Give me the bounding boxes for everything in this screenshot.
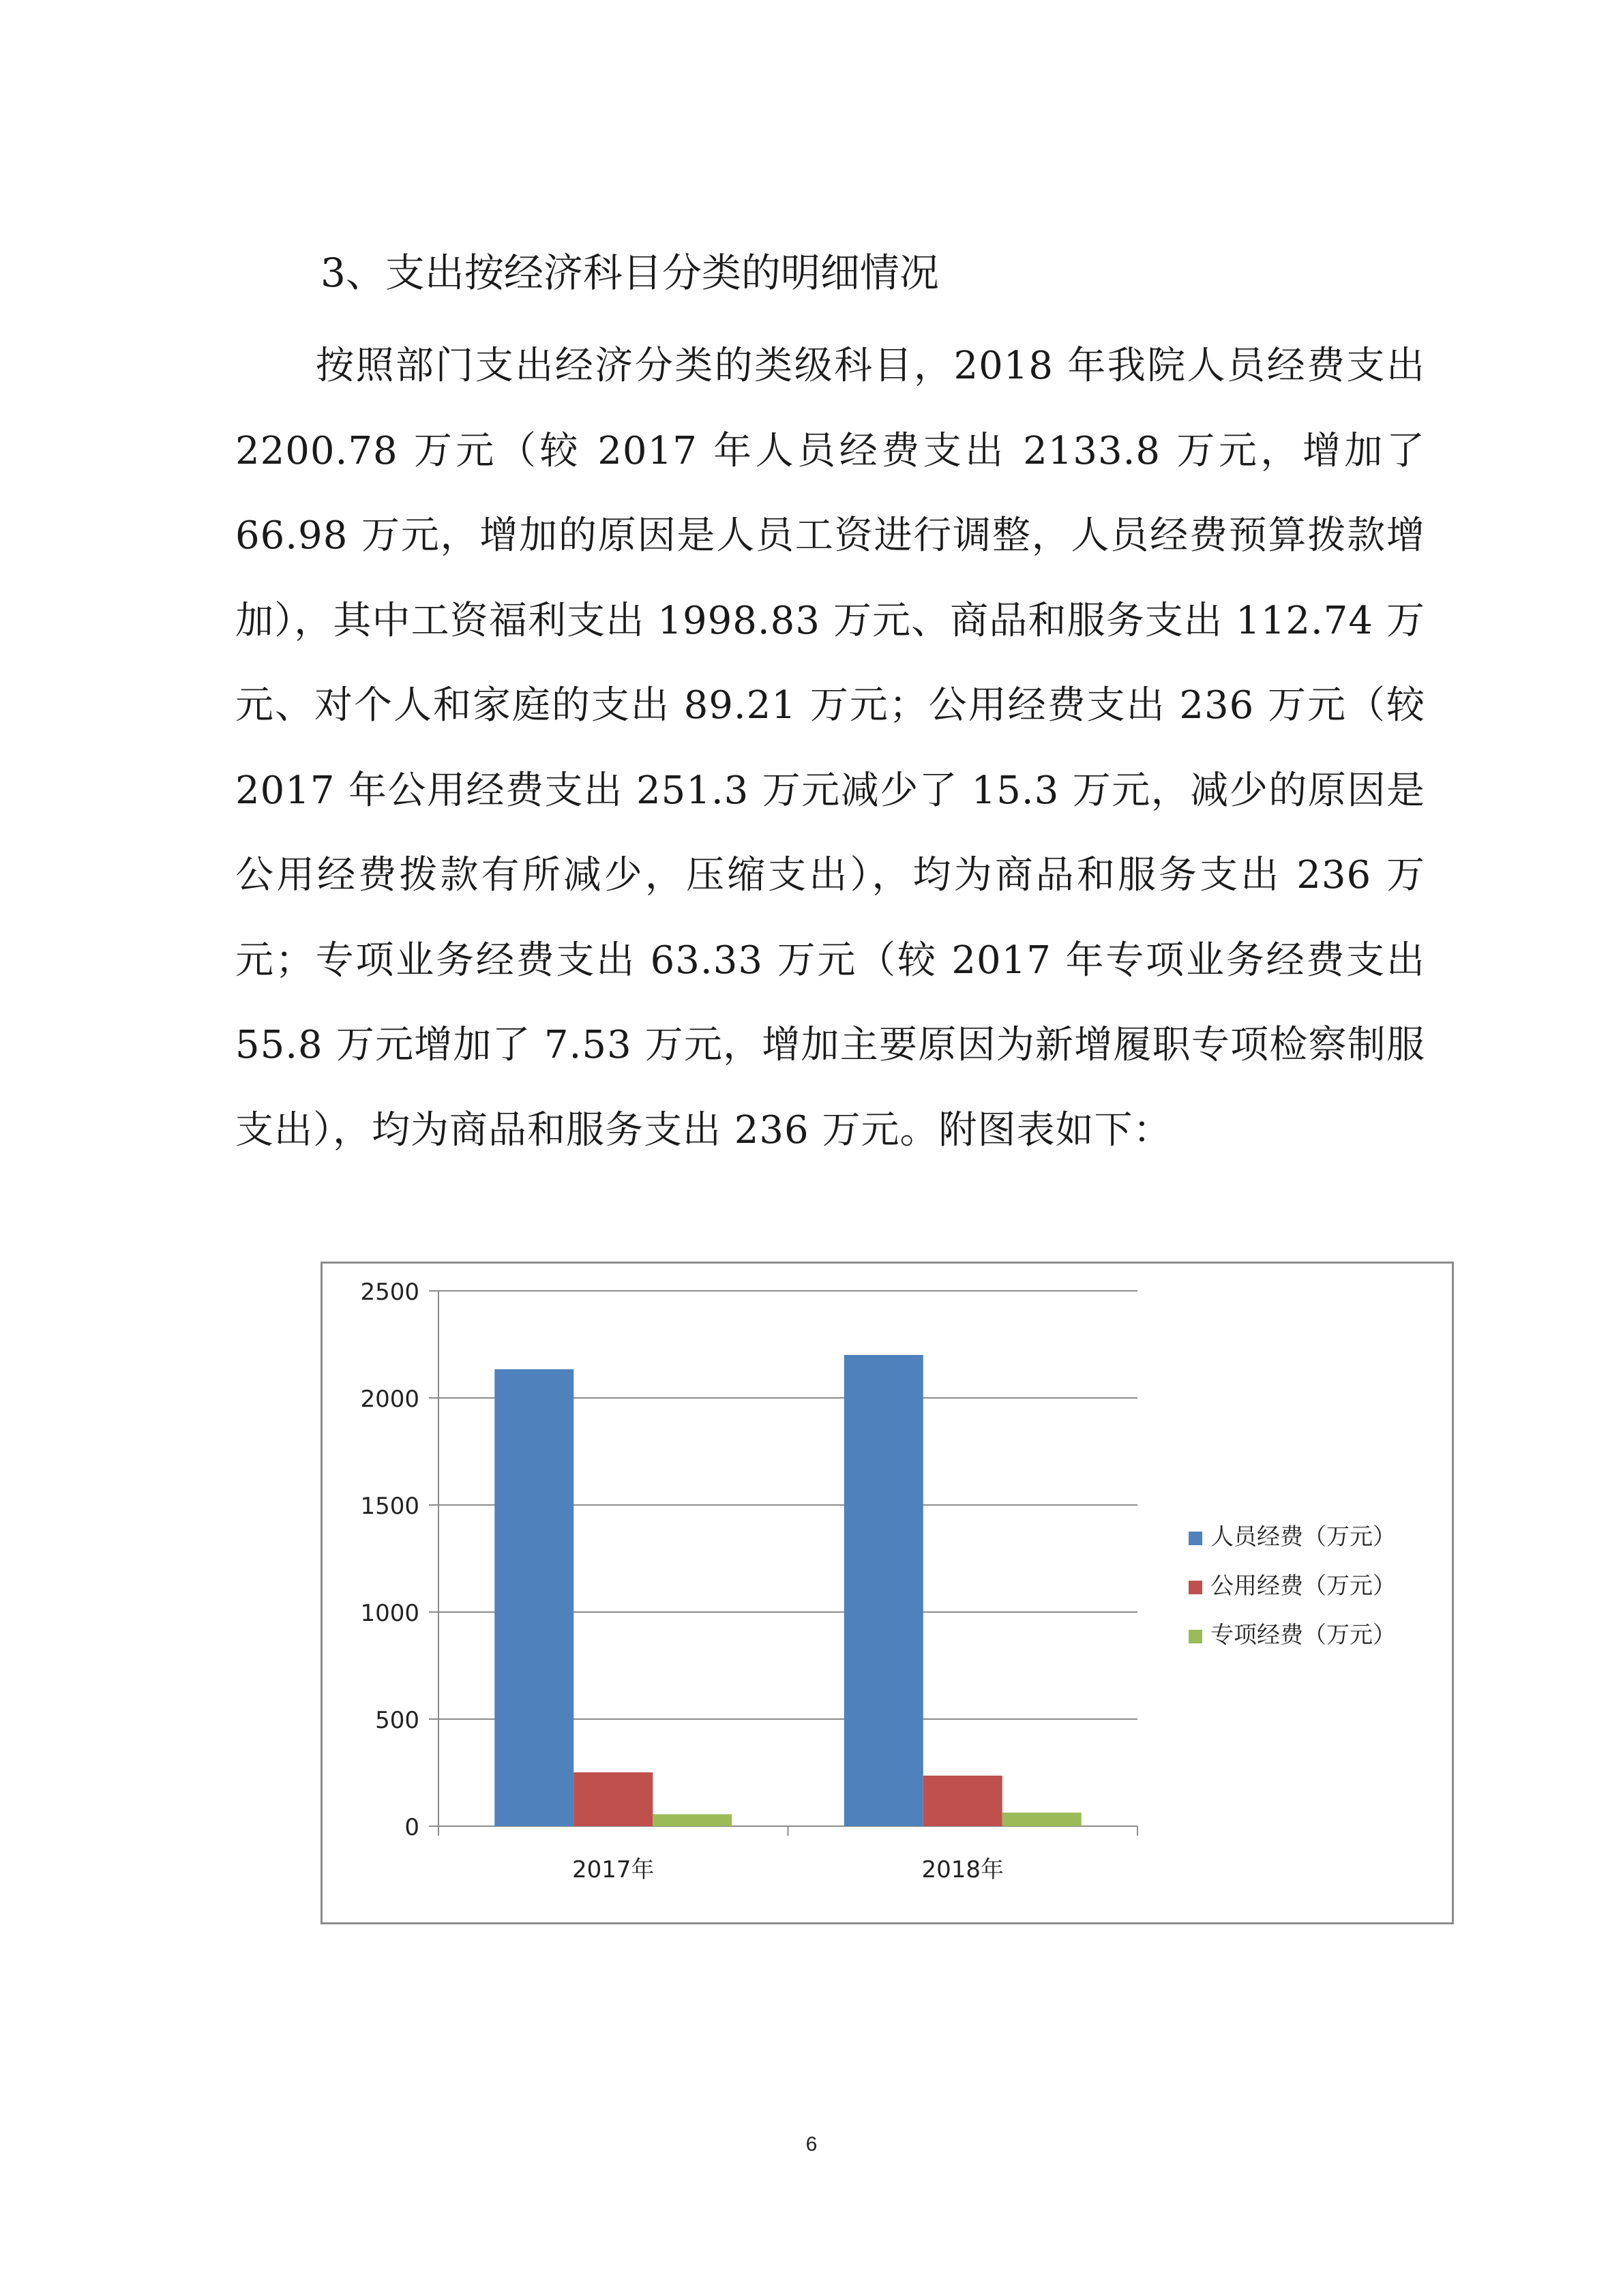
legend-swatch bbox=[1189, 1532, 1202, 1545]
legend-label: 人员经费（万元） bbox=[1210, 1523, 1396, 1551]
bar-1-2 bbox=[574, 1772, 653, 1826]
bar-2-1 bbox=[844, 1355, 923, 1826]
legend-swatch bbox=[1189, 1630, 1202, 1643]
y-tick-label: 2000 bbox=[360, 1386, 419, 1413]
x-category-label: 2017年 bbox=[571, 1856, 655, 1883]
bar-2-3 bbox=[1002, 1813, 1082, 1826]
chart-frame bbox=[321, 1262, 1454, 1924]
y-tick-label: 2500 bbox=[360, 1279, 419, 1306]
legend-label: 专项经费（万元） bbox=[1210, 1622, 1396, 1649]
legend-swatch bbox=[1189, 1581, 1202, 1594]
y-tick-label: 0 bbox=[404, 1814, 419, 1841]
y-tick-label: 1500 bbox=[360, 1493, 419, 1520]
legend-label: 公用经费（万元） bbox=[1210, 1572, 1396, 1600]
y-tick-label: 1000 bbox=[360, 1600, 419, 1627]
page-number: 6 bbox=[805, 2133, 818, 2156]
x-category-label: 2018年 bbox=[921, 1856, 1004, 1883]
bar-1-1 bbox=[494, 1369, 574, 1826]
y-tick-label: 500 bbox=[375, 1707, 419, 1734]
bar-1-3 bbox=[653, 1814, 732, 1826]
bar-2-2 bbox=[923, 1776, 1002, 1826]
section-heading: 3、支出按经济科目分类的明细情况 bbox=[321, 250, 939, 296]
bar-chart bbox=[323, 1264, 1452, 1922]
body-paragraph: 按照部门支出经济分类的类级科目，2018 年我院人员经费支出 2200.78 万元（较 2017 年人员经费支出 2133.8 万元，增加了 66.98 万元，增加的原因是人员工资进行调整，人员经费预算拨款增加），其中工资福利支出 1998.83 万元、商品和服务支出 112.74 万元、对个人和家庭的支出 89.21 万元；公用经费支出 236 万元（较 2017 年公用经费支出 251.3 万元减少了 15.3 万元，减少的原因是公用经费拨款有所减少，压缩支出），均为商品和服务支出 236 万元；专项业务经费支出 63.33 万元（较 2017 年专项业务经费支出 55.8 万元增加了 7.53 万元，增加主要原因为新增履职专项检察制服支出），均为商品和服务支出 236 万元。附图表如下： bbox=[235, 344, 1425, 1152]
